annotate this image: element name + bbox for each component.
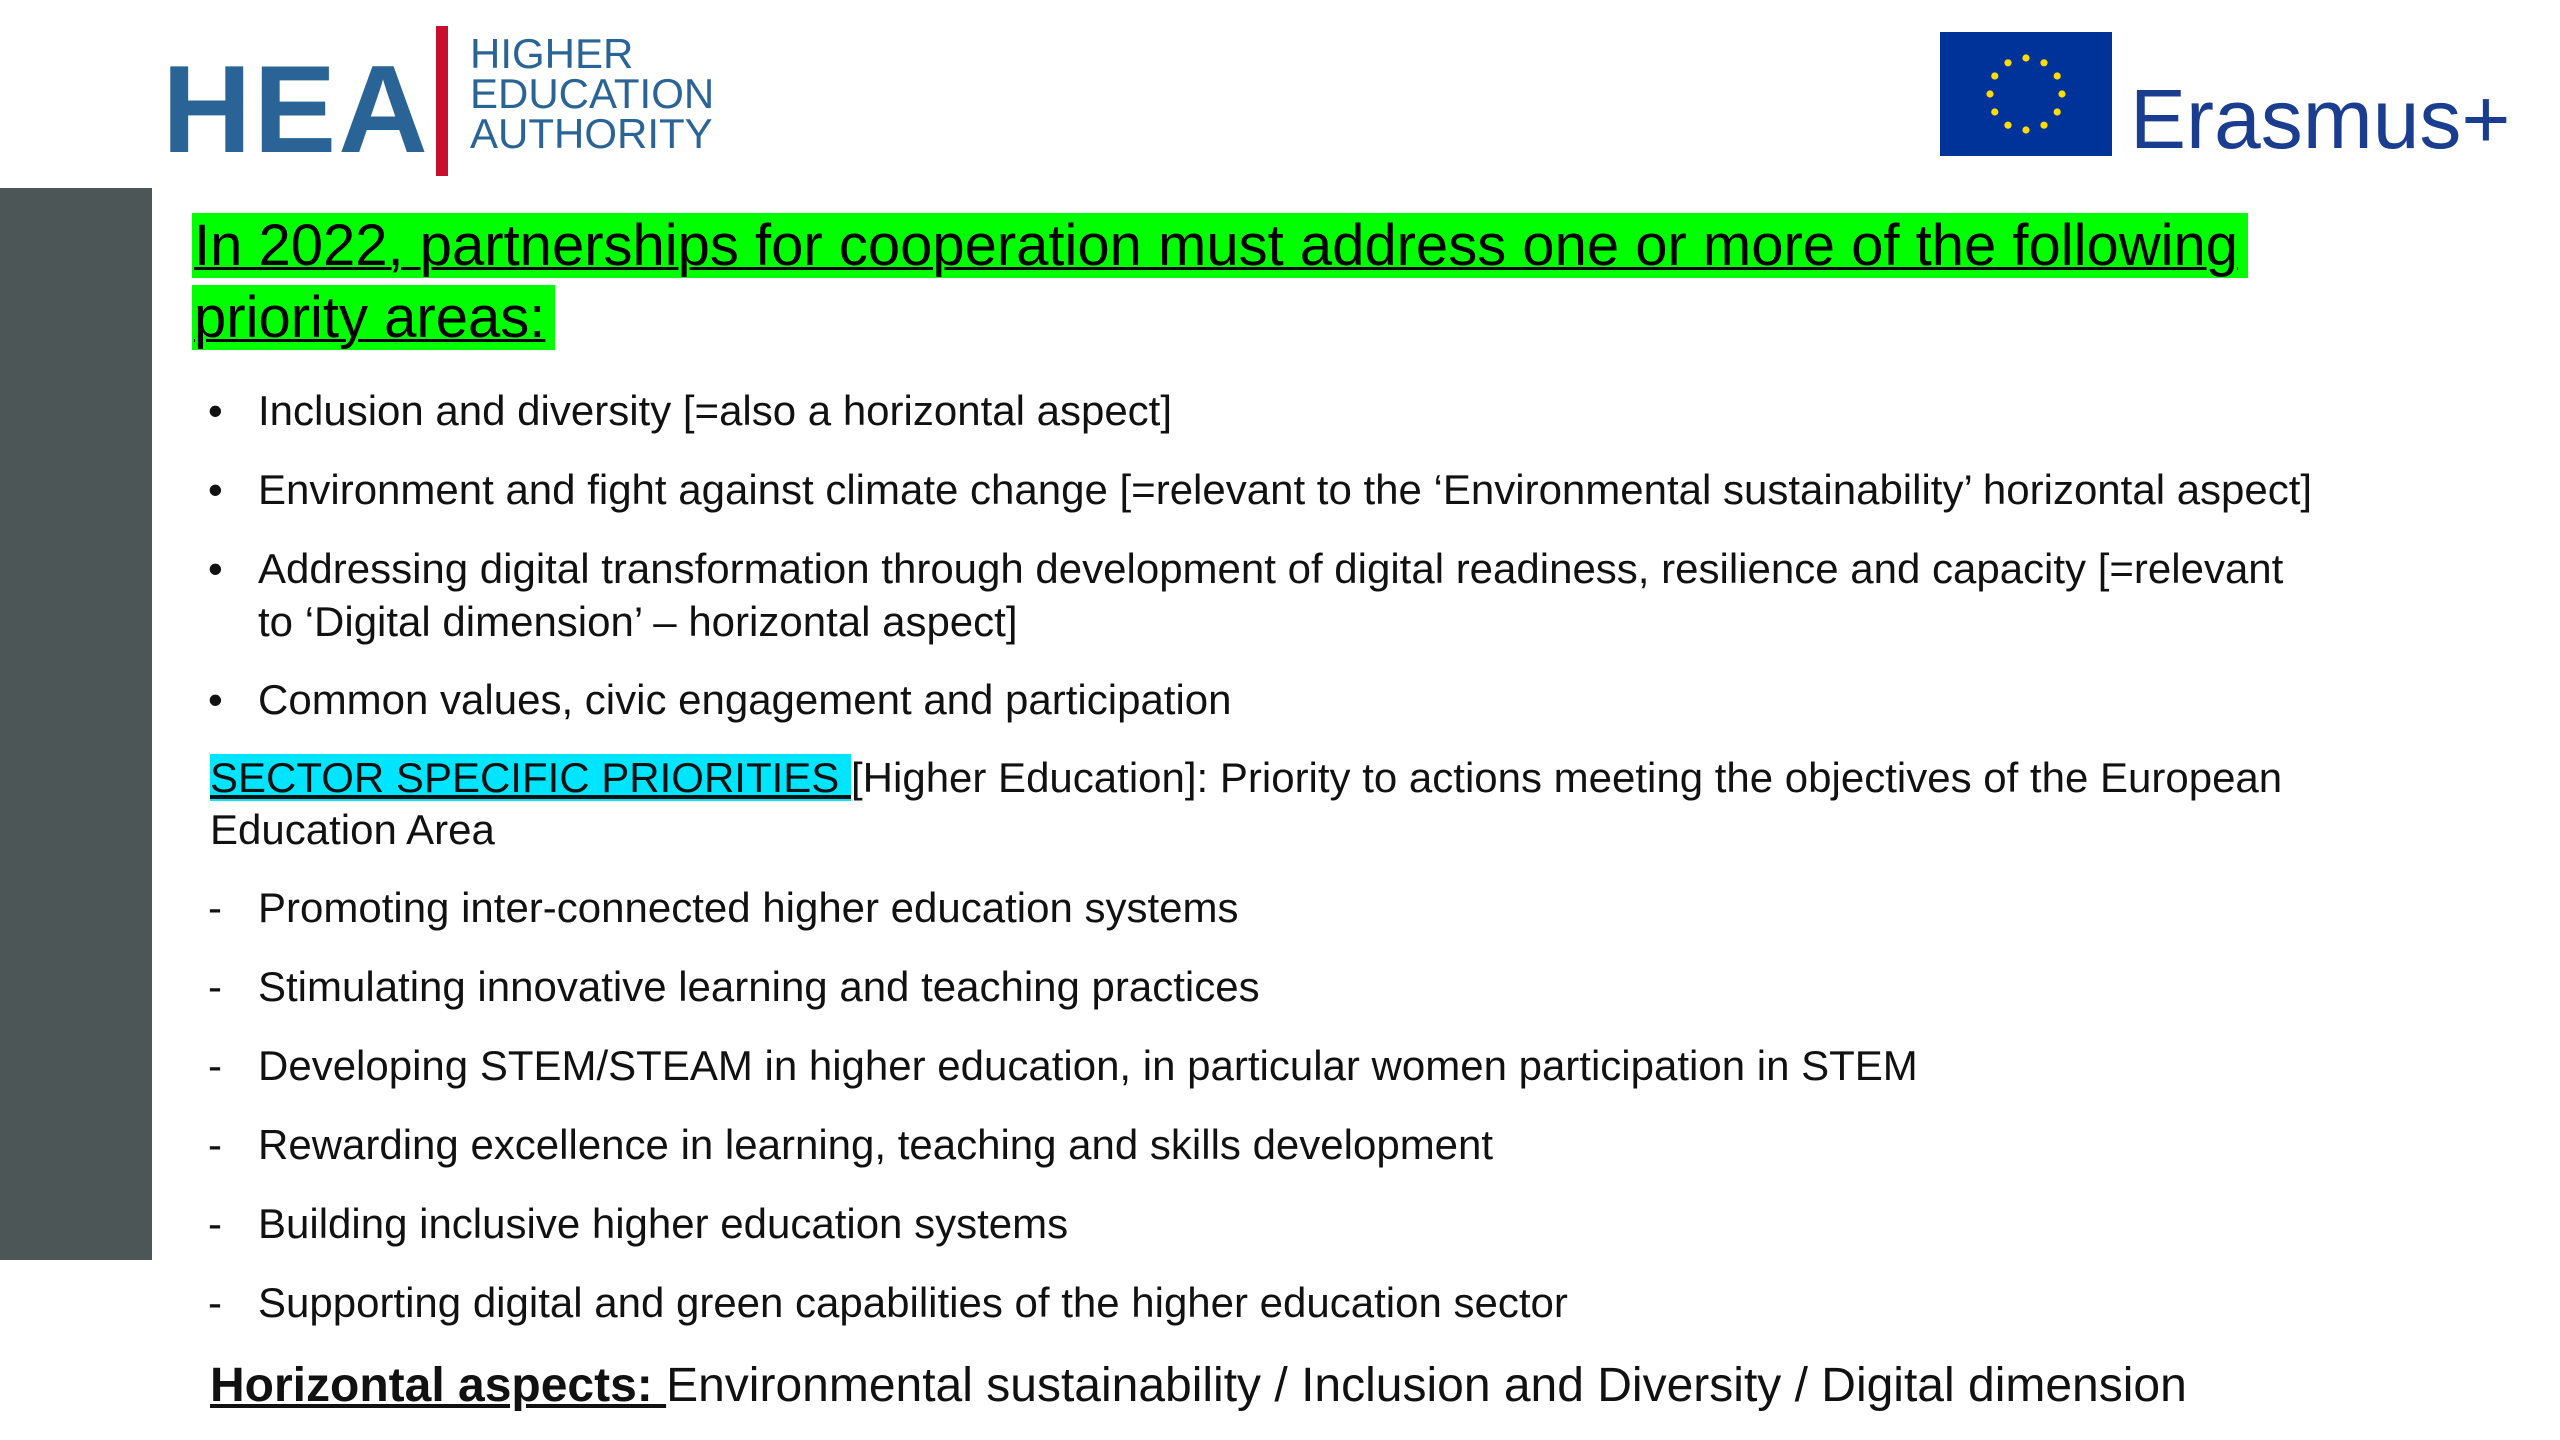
bullet-text: Addressing digital transformation through development of digital readiness, resilience and capacity [=relevant [258, 545, 2284, 592]
dash-marker: - [208, 1042, 222, 1089]
eu-star-icon [2040, 59, 2047, 66]
bullet-text: Inclusion and diversity [=also a horizontal aspect] [258, 387, 1173, 434]
title-line-2: priority areas: [192, 285, 555, 350]
bullet-marker: • [208, 676, 223, 723]
bullet-text: Common values, civic engagement and participation [258, 676, 1232, 723]
hea-logo-wordmark [470, 30, 715, 157]
eu-star-icon [2004, 59, 2011, 66]
dash-marker: - [208, 1200, 222, 1247]
erasmus-logo [1940, 32, 2520, 166]
bullet-text: to ‘Digital dimension’ – horizontal aspect] [258, 598, 1018, 645]
hea-logo-letters: HEA [162, 41, 430, 179]
title-line-1: In 2022, partnerships for cooperation must address one or more of the following [192, 213, 2248, 278]
eu-stars-icon [1940, 32, 2112, 156]
hea-logo [162, 22, 742, 182]
sector-priorities-label: SECTOR SPECIFIC PRIORITIES [210, 754, 851, 801]
dash-text: Building inclusive higher education systems [258, 1200, 1069, 1247]
horizontal-aspects-text: Environmental sustainability / Inclusion and Diversity / Digital dimension [666, 1359, 2187, 1412]
hea-logo-line: HIGHER [470, 30, 634, 77]
dash-text: Supporting digital and green capabilities of the higher education sector [258, 1279, 1568, 1326]
eu-star-icon [2004, 122, 2011, 129]
dash-marker: - [208, 884, 222, 931]
sector-priorities-text-2: Education Area [210, 806, 495, 853]
bullet-text: Environment and fight against climate change [=relevant to the ‘Environmental sustainability’ horizontal aspect] [258, 466, 2313, 513]
eu-star-icon [2022, 126, 2029, 133]
eu-star-icon [2054, 72, 2061, 79]
eu-flag-icon [1940, 32, 2112, 156]
dash-marker: - [208, 1279, 222, 1326]
sector-priorities-text: [Higher Education]: Priority to actions meeting the objectives of the European [851, 754, 2283, 801]
hea-logo-line: EDUCATION [470, 70, 715, 117]
side-accent-bar [0, 188, 152, 1260]
dash-text: Stimulating innovative learning and teaching practices [258, 963, 1260, 1010]
eu-star-icon [2058, 90, 2065, 97]
eu-star-icon [2040, 122, 2047, 129]
sector-priorities-paragraph [210, 752, 2390, 856]
horizontal-aspects-label: Horizontal aspects: [210, 1359, 667, 1412]
bullet-marker: • [208, 466, 223, 513]
eu-star-icon [1991, 108, 1998, 115]
horizontal-aspects [210, 1356, 2187, 1416]
eu-star-icon [2022, 54, 2029, 61]
erasmus-wordmark: Erasmus+ [2130, 72, 2511, 166]
eu-star-icon [2054, 108, 2061, 115]
dash-text: Promoting inter-connected higher education systems [258, 884, 1239, 931]
dash-text: Developing STEM/STEAM in higher education, in particular women participation in STEM [258, 1042, 1918, 1089]
hea-logo-divider [436, 26, 448, 176]
dash-marker: - [208, 1121, 222, 1168]
dash-text: Rewarding excellence in learning, teaching and skills development [258, 1121, 1494, 1168]
bullet-marker: • [208, 545, 223, 592]
hea-logo-line: AUTHORITY [470, 110, 713, 157]
dash-marker: - [208, 963, 222, 1010]
eu-star-icon [1986, 90, 1993, 97]
eu-star-icon [1991, 72, 1998, 79]
slide-title [192, 210, 2422, 354]
bullet-marker: • [208, 387, 223, 434]
